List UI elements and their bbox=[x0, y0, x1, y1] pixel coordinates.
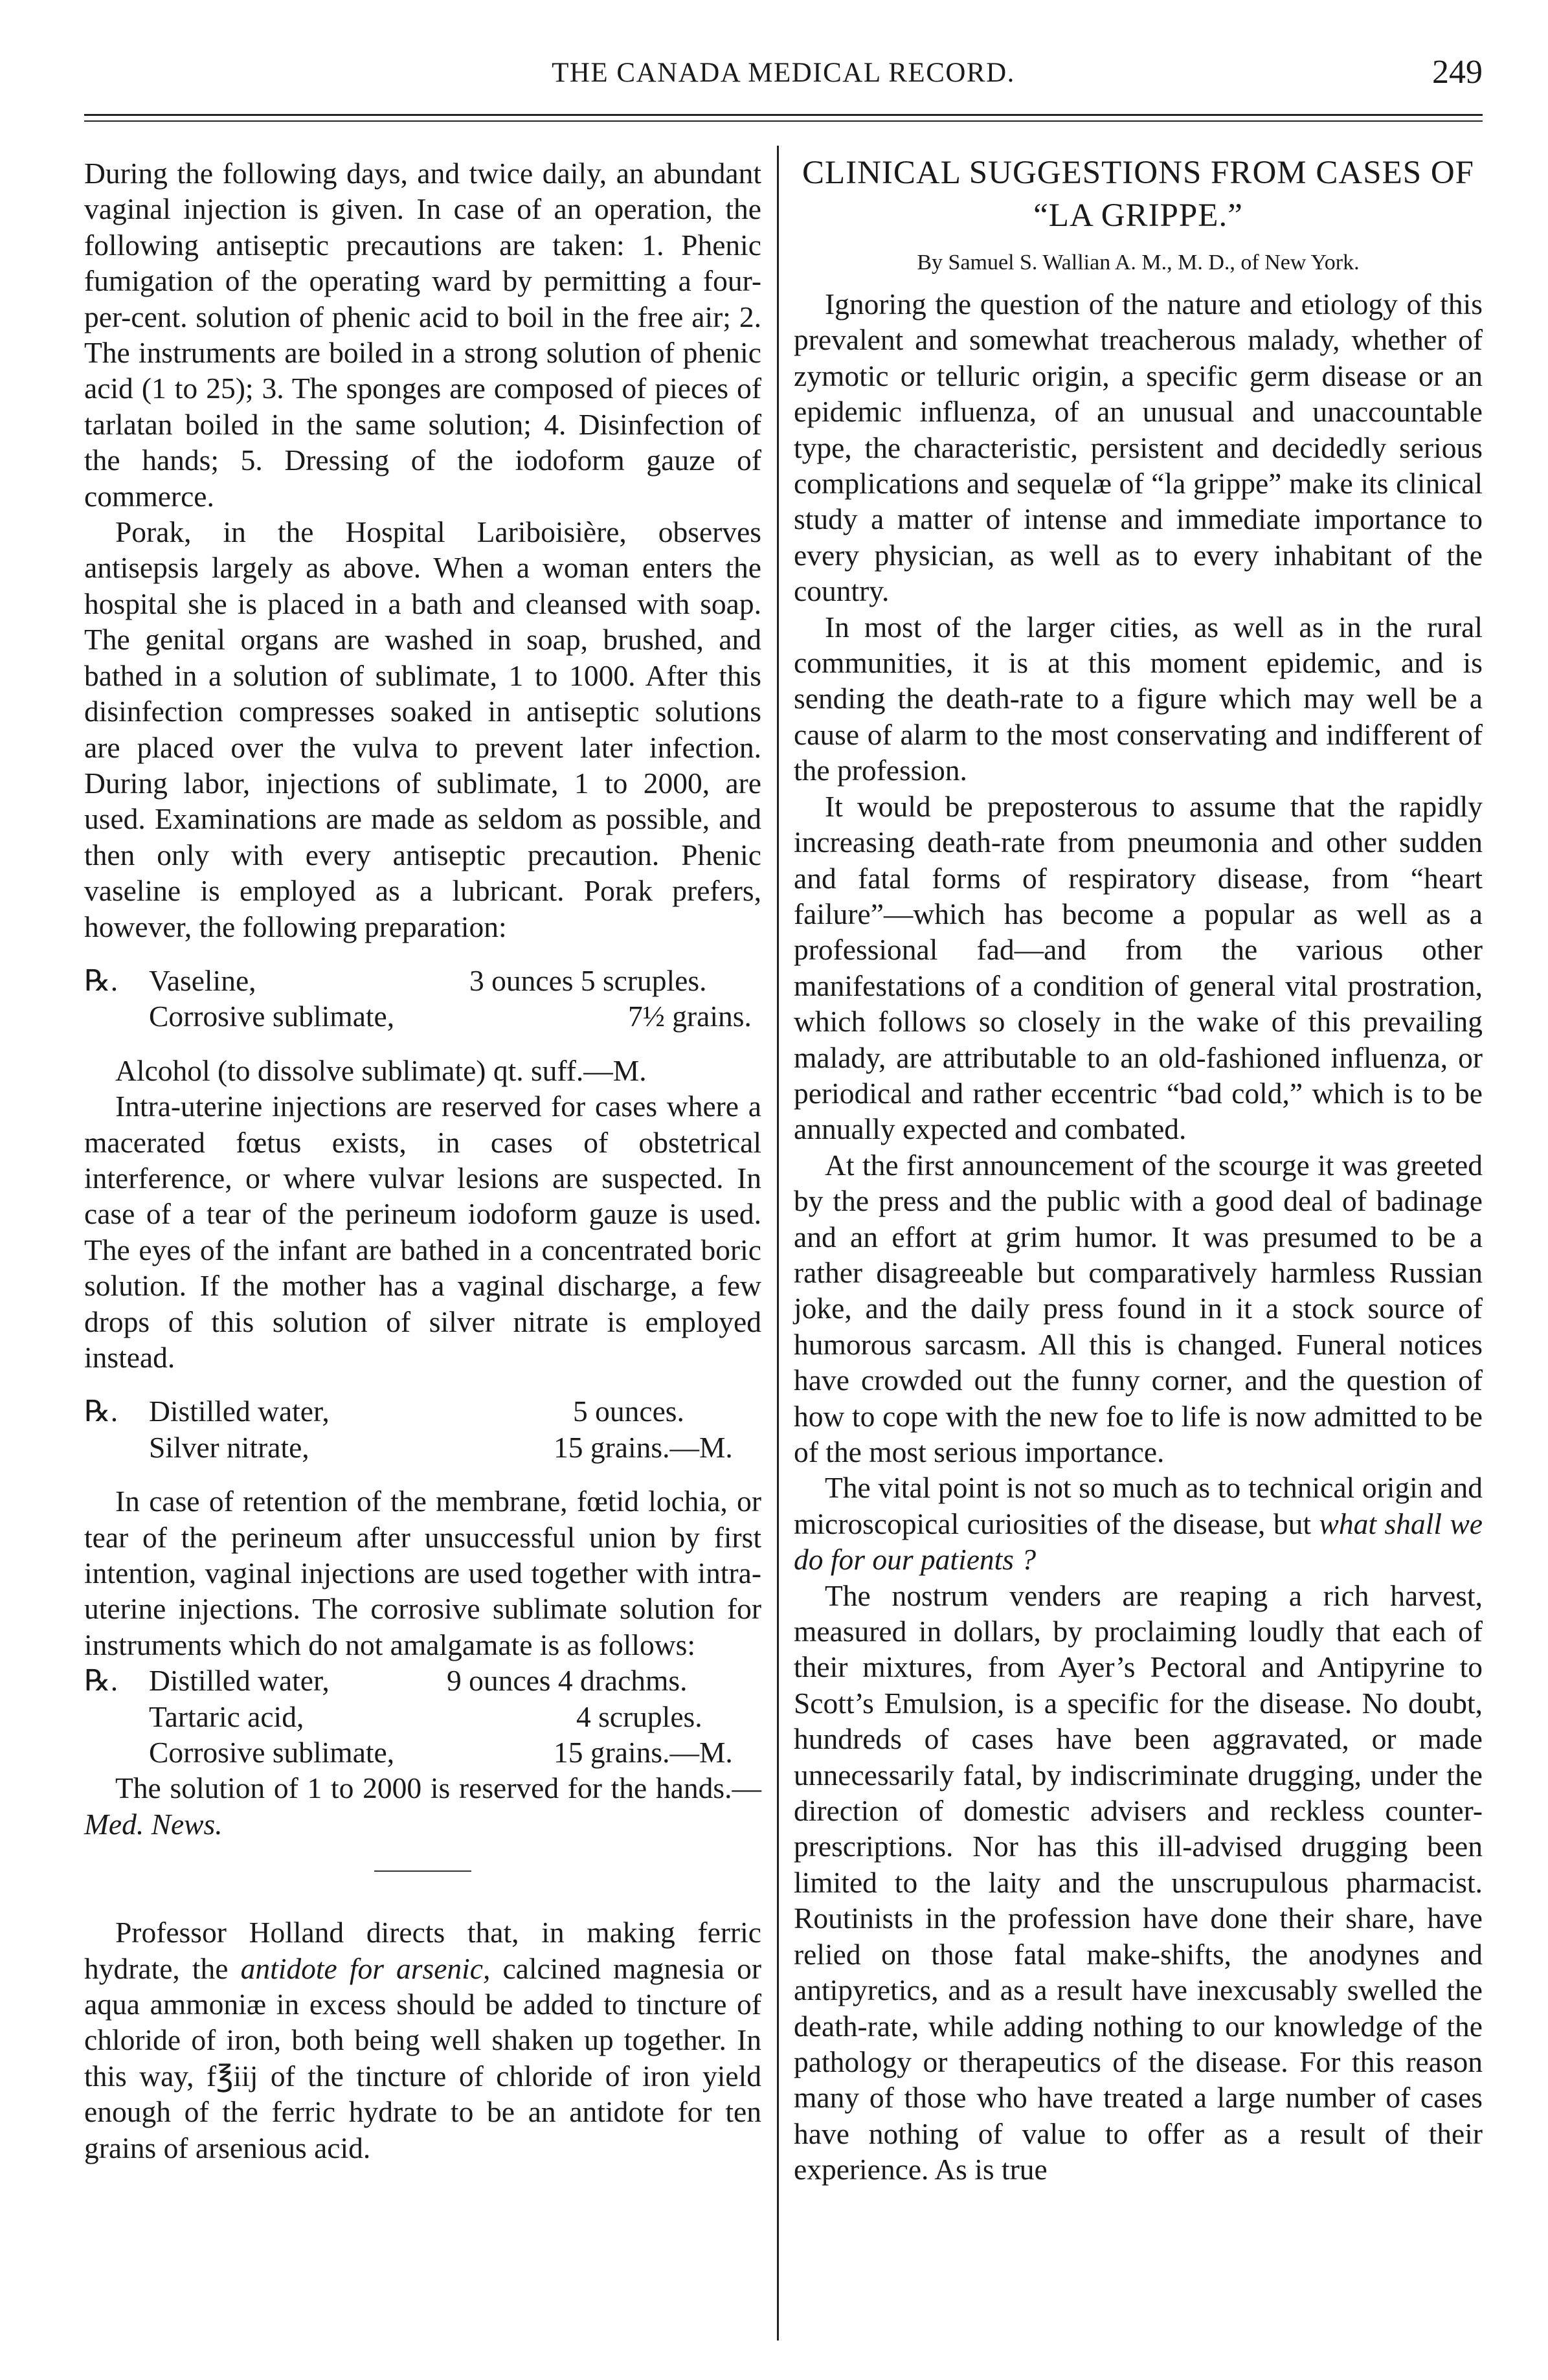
amount: 5 ounces. bbox=[573, 1395, 684, 1428]
column-divider bbox=[777, 146, 779, 2341]
prescription-line bbox=[84, 1734, 761, 1770]
article-title: CLINICAL SUGGESTIONS FROM CASES OF “LA GRIPPE.” bbox=[802, 155, 1475, 234]
paragraph-text: The solution of 1 to 2000 is reserved for the hands.— bbox=[115, 1771, 761, 1805]
left-column bbox=[84, 155, 761, 2166]
ingredient: Corrosive sublimate, bbox=[149, 1735, 395, 1769]
amount: 4 scruples. bbox=[576, 1700, 702, 1733]
page-number: 249 bbox=[1432, 54, 1483, 91]
prescription-line bbox=[84, 1663, 761, 1698]
emphasis-text: antidote for arsenic, bbox=[240, 1951, 491, 1985]
journal-title: THE CANADA MEDICAL RECORD. bbox=[552, 58, 1015, 88]
header-rule-thin bbox=[84, 120, 1483, 122]
paragraph-text: The vital point is not so much as to technical origin and microscopical curiosities of the disease, but bbox=[794, 1471, 1483, 1540]
ingredient: Distilled water, bbox=[149, 1664, 330, 1698]
recipe-symbol: ℞. bbox=[84, 963, 118, 997]
paragraph: Intra-uterine injections are reserved for cases where a macerated fœtus exists, in cases of obstetrical interference, or where vulvar lesions are suspected. In case of a tear of the perineum iodoform gauze is used. The eyes of the infant are bathed in a concentrated boric solution. If the mother has a vaginal discharge, a few drops of this solution of silver nitrate is employed instead. bbox=[84, 1090, 761, 1374]
emphasis-text: what shall we do for our patients ? bbox=[794, 1507, 1483, 1577]
paragraph: At the first announcement of the scourge it was greeted by the press and the public with a good deal of badinage and an effort at grim humor. It was presumed to be a rather disagreeable but comparatively harmless Russian joke, and the daily press found in it a stock source of humorous sarcasm. All this is changed. Funeral notices have crowded out the funny corner, and the question of how to cope with the new foe to life is now admitted to be of the most serious importance. bbox=[794, 1148, 1483, 1468]
prescription-line bbox=[84, 1393, 761, 1429]
paragraph-text: Professor Holland directs that, in making ferric hydrate, the bbox=[84, 1916, 761, 1985]
prescription bbox=[84, 1393, 761, 1465]
prescription-line bbox=[84, 1430, 761, 1465]
ingredient: Tartaric acid, bbox=[149, 1700, 304, 1733]
paragraph: The nostrum venders are reaping a rich harvest, measured in dollars, by proclaiming loudly that each of their mixtures, from Ayer’s Pectoral and Antipyrine to Scott’s Emulsion, is a specific for the disease. No doubt, hundreds of cases have been aggravated, or made unnecessarily fatal, by indiscriminate drugging, under the direction of domestic advisers and reckless counter-prescriptions. Nor has this ill-advised drugging been limited to the laity and the unscrupulous pharmacist. Routinists in the profession have done their share, have relied on those fatal make-shifts, the anodynes and antipyretics, and as a result have inexcusably swelled the death-rate, while adding nothing to our knowledge of the pathology or therapeutics of the disease. For this reason many of those who have treated a large number of cases have nothing of value to offer as a result of their experience. As is true bbox=[794, 1578, 1483, 2186]
paragraph: In most of the larger cities, as well as in the rural communities, it is at this moment epidemic, and is sending the death-rate to a figure which may well be a cause of alarm to the most conservating and indifferent of the profession. bbox=[794, 610, 1483, 787]
right-column bbox=[794, 155, 1483, 2188]
paragraph: Alcohol (to dissolve sublimate) qt. suff.—M. bbox=[115, 1053, 647, 1087]
header-rule bbox=[84, 114, 1483, 116]
paragraph: Porak, in the Hospital Lariboisière, observes antisepsis largely as above. When a woman enters the hospital she is placed in a bath and cleansed with soap. The genital organs are washed in soap, brushed, and bathed in a solution of sublimate, 1 to 1000. After this disinfection compresses soaked in antiseptic solutions are placed over the vulva to prevent later infection. During labor, injections of sublimate, 1 to 2000, are used. Examinations are made as seldom as possible, and then only with every antiseptic precaution. Phenic vaseline is employed as a lubricant. Porak prefers, however, the following preparation: bbox=[84, 515, 761, 943]
paragraph: In case of retention of the membrane, fœtid lochia, or tear of the perineum after unsuccessful union by first intention, vaginal injections are used together with intra-uterine injections. The corrosive sublimate solution for instruments which do not amalgamate is as follows: bbox=[84, 1485, 761, 1661]
section-separator bbox=[374, 1870, 471, 1872]
paragraph: Ignoring the question of the nature and etiology of this prevalent and somewhat treacherous malady, whether of zymotic or telluric origin, a specific germ disease or an epidemic influenza, of an unusual and unaccountable type, the characteristic, persistent and decidedly serious complications and sequelæ of “la grippe” make its clinical study a matter of intense and immediate importance to every physician, as well as to every inhabitant of the country. bbox=[794, 287, 1483, 608]
recipe-symbol: ℞. bbox=[84, 1395, 118, 1428]
amount: 15 grains.—M. bbox=[554, 1430, 733, 1464]
paragraph bbox=[84, 1914, 761, 2166]
amount: 3 ounces 5 scruples. bbox=[469, 963, 707, 997]
paragraph: It would be preposterous to assume that the rapidly increasing death-rate from pneumonia and other sudden and fatal forms of respiratory disease, from “heart failure”—which has become a popular as well as a professional fad—and from the various other manifestations of a condition of general vital prostration, which follows so closely in the wake of this prevailing malady, are attributable to an old-fashioned influenza, or periodical and rather eccentric “bad cold,” which is to be annually expected and combated. bbox=[794, 789, 1483, 1146]
source-citation: Med. News. bbox=[84, 1807, 223, 1841]
paragraph: During the following days, and twice daily, an abundant vaginal injection is given. In case of an operation, the following antiseptic precautions are taken: 1. Phenic fumigation of the operating ward by permitting a four-per-cent. solution of phenic acid to boil in the free air; 2. The instruments are boiled in a strong solution of phenic acid (1 to 25); 3. The sponges are composed of pieces of tarlatan boiled in the same solution; 4. Disinfection of the hands; 5. Dressing of the iodoform gauze of commerce. bbox=[84, 157, 761, 513]
paragraph bbox=[84, 1770, 761, 1842]
paragraph bbox=[794, 1470, 1483, 1577]
amount: 7½ grains. bbox=[628, 1000, 752, 1033]
recipe-symbol: ℞. bbox=[84, 1664, 118, 1698]
running-header bbox=[84, 54, 1483, 102]
prescription bbox=[84, 1663, 761, 1770]
prescription bbox=[84, 963, 761, 1035]
prescription-line bbox=[84, 998, 761, 1034]
prescription-line bbox=[84, 963, 761, 998]
amount: 9 ounces 4 drachms. bbox=[447, 1664, 688, 1698]
ingredient: Vaseline, bbox=[149, 963, 256, 997]
ingredient: Distilled water, bbox=[149, 1395, 330, 1428]
prescription-line bbox=[84, 1699, 761, 1734]
ingredient: Silver nitrate, bbox=[149, 1430, 309, 1464]
paragraph-text: calcined magnesia or aqua ammoniæ in excess should be added to tincture of chloride of iron, both being well shaken up together. In this way, f℥iij of the tincture of chloride of iron yield enough of the ferric hydrate to be an antidote for ten grains of arsenious acid. bbox=[84, 1951, 761, 2164]
amount: 15 grains.—M. bbox=[554, 1735, 733, 1769]
article-byline: By Samuel S. Wallian A. M., M. D., of New York. bbox=[917, 251, 1360, 275]
ingredient: Corrosive sublimate, bbox=[149, 1000, 395, 1033]
